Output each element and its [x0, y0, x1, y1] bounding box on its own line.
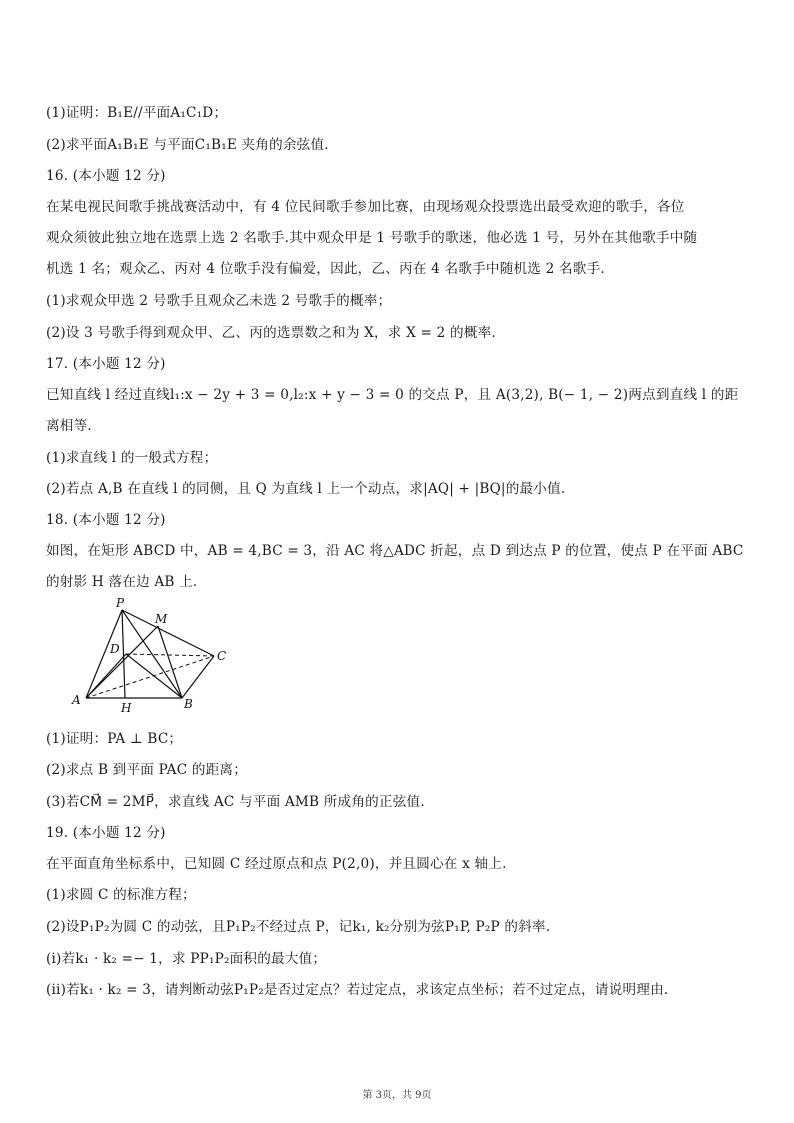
text-line: 已知直线 l 经过直线l₁:x − 2y + 3 = 0,l₂:x + y − 3 = 0 的交点 P，且 A(3,2), B(− 1, − 2)两点到直线 l 的距: [46, 387, 739, 403]
text-line: 在平面直角坐标系中，已知圆 C 经过原点和点 P(2,0)，并且圆心在 x 轴上.: [46, 856, 507, 872]
text-line: 离相等.: [46, 418, 92, 434]
question-heading: 17. (本小题 12 分): [46, 356, 166, 372]
text-line: (2)若点 A,B 在直线 l 的同侧，且 Q 为直线 l 上一个动点，求|AQ| + |BQ|的最小值.: [46, 481, 566, 497]
pyramid-figure: [66, 596, 246, 714]
text-line: 如图，在矩形 ABCD 中，AB = 4,BC = 3，沿 AC 将△ADC 折起，点 D 到达点 P 的位置，使点 P 在平面 ABC: [46, 543, 744, 559]
text-line: (1)求圆 C 的标准方程；: [46, 887, 196, 903]
edge-DC: [126, 654, 214, 656]
question-heading: 18. (本小题 12 分): [46, 512, 166, 528]
text-line: 的射影 H 落在边 AB 上.: [46, 574, 198, 590]
text-line: (2)设P₁P₂为圆 C 的动弦，且P₁P₂不经过点 P，记k₁, k₂分别为弦P₁P, P₂P 的斜率.: [46, 919, 551, 935]
text-line: (1)求观众甲选 2 号歌手且观众乙未选 2 号歌手的概率；: [46, 293, 392, 309]
label-H: H: [121, 701, 132, 714]
text-line: (1)证明：B₁E//平面A₁C₁D；: [46, 105, 228, 121]
edge-AM: [86, 626, 158, 698]
label-D: D: [110, 642, 120, 656]
label-P: P: [116, 596, 125, 610]
label-B: B: [184, 697, 193, 711]
label-C: C: [217, 649, 227, 663]
text-line: (i)若k₁ · k₂ =− 1，求 PP₁P₂面积的最大值；: [46, 951, 327, 967]
text-line: 在某电视民间歌手挑战赛活动中，有 4 位民间歌手参加比赛，由现场观众投票选出最受欢迎的歌手，各位: [46, 199, 685, 215]
text-line: (ii)若k₁ · k₂ = 3，请判断动弦P₁P₂是否过定点？若过定点，求该定点坐标；若不过定点，请说明理由.: [46, 982, 669, 998]
text-line: (3)若CM⃗ = 2MP⃗，求直线 AC 与平面 AMB 所成角的正弦值.: [46, 794, 425, 810]
text-line: (1)求直线 l 的一般式方程；: [46, 450, 218, 466]
text-line: (2)求点 B 到平面 PAC 的距离；: [46, 762, 247, 778]
text-line: 机选 1 名；观众乙、丙对 4 位歌手没有偏爱，因此，乙、丙在 4 名歌手中随机选 2 名歌手.: [46, 261, 605, 277]
edge-PC: [122, 610, 214, 656]
question-heading: 16. (本小题 12 分): [46, 168, 166, 184]
edge-MB: [158, 626, 182, 698]
edge-BC: [182, 656, 214, 698]
edge-PB: [122, 610, 182, 698]
text-line: (2)求平面A₁B₁E 与平面C₁B₁E 夹角的余弦值.: [46, 137, 329, 153]
text-line: 观众须彼此独立地在选票上选 2 名歌手.其中观众甲是 1 号歌手的歌迷，他必选 1 号，另外在其他歌手中随: [46, 230, 698, 246]
text-line: (1)证明：PA ⊥ BC；: [46, 731, 183, 747]
edge-PH: [122, 610, 125, 698]
question-heading: 19. (本小题 12 分): [46, 825, 166, 841]
page-footer: 第 3页，共 9页: [362, 1090, 432, 1101]
label-M: M: [155, 612, 168, 626]
label-A: A: [72, 693, 81, 707]
text-line: (2)设 3 号歌手得到观众甲、乙、丙的选票数之和为 X，求 X = 2 的概率.: [46, 325, 496, 341]
